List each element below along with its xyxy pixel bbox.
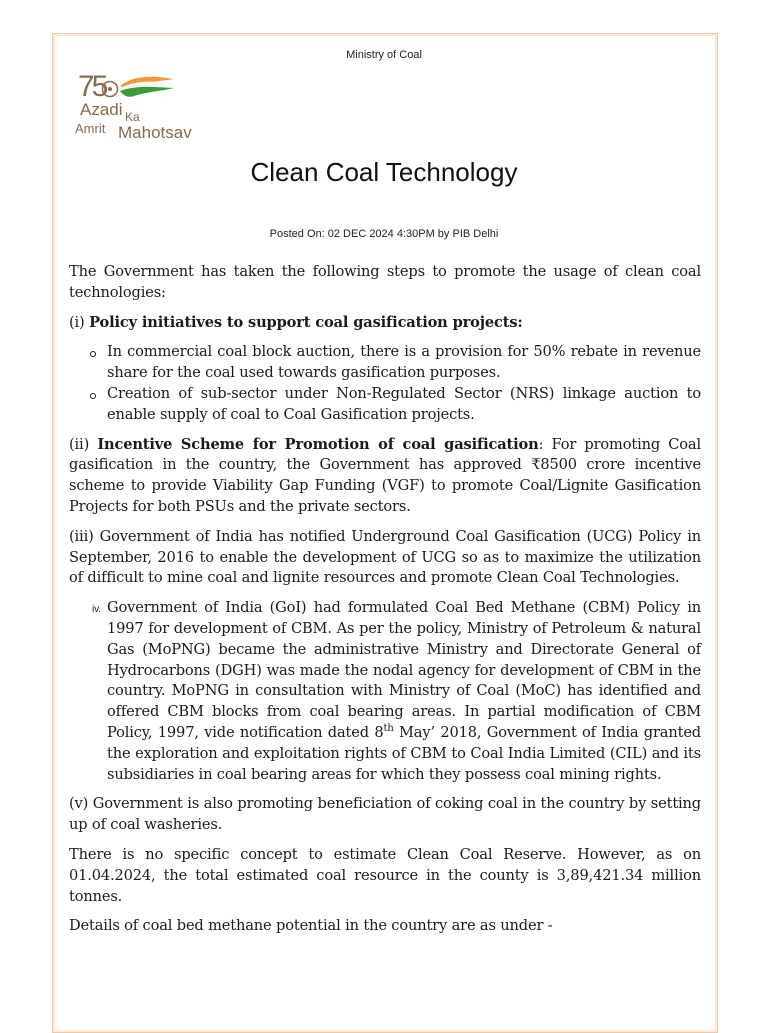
section-1-label: (i) — [69, 313, 85, 331]
section-1-list — [69, 342, 701, 425]
page-title: Clean Coal Technology — [250, 157, 518, 187]
logo-azadi: Azadi — [80, 100, 123, 119]
intro-paragraph: The Government has taken the following steps to promote the usage of clean coal technologies: — [69, 263, 701, 301]
reserve-paragraph: There is no specific concept to estimate Clean Coal Reserve. However, as on 01.04.2024, the total estimated coal resource in the county is 3,89,421.34 million tonnes. — [69, 845, 701, 905]
details-paragraph: Details of coal bed methane potential in the country are as under - — [69, 917, 553, 935]
section-4-text-after: May’ 2018, Government of India granted the exploration and exploitation rights of CBM to Coal India Limited (CIL) and its subsidiaries in coal bearing areas for which they possess coal mining rights. — [107, 723, 702, 783]
posted-date: Posted On: 02 DEC 2024 4:30PM by PIB Delhi — [269, 228, 499, 240]
section-2-text: : For promoting Coal gasification in the country, the Government has approved ₹8500 crore incentive scheme to provide Viability Gap Funding (VGF) to promote Coal/Lignite Gasification Projects for both PSUs and the private sectors. — [69, 435, 701, 515]
section-1-title: Policy initiatives to support coal gasification projects: — [89, 313, 523, 331]
section-4-numeral: iv. — [92, 604, 101, 616]
section-4-text-before: Government of India (GoI) had formulated Coal Bed Methane (CBM) Policy in 1997 for development of CBM. As per the policy, Ministry of Petroleum & natural Gas (MoPNG) became the administrative Ministry and Directorate General of Hydrocarbons (DGH) was made the nodal agency for development of CBM in the country. MoPNG in consultation with Ministry of Coal (MoC) has identified and offered CBM blocks from coal bearing areas. In partial modification of CBM Policy, 1997, vide notification dated 8 — [107, 599, 701, 741]
logo-75: 75 — [78, 70, 106, 103]
section-2-paragraph — [69, 435, 701, 518]
list-item: In commercial coal block auction, there is a provision for 50% rebate in revenue share for the coal used towards gasification purposes. — [107, 342, 701, 384]
logo-amrit: Amrit — [75, 121, 106, 136]
logo-mahotsav: Mahotsav — [118, 123, 192, 142]
section-3-paragraph: (iii) Government of India has notified Underground Coal Gasification (UCG) Policy in September, 2016 to enable the development of UCG so as to maximize the utilization of difficult to mine coal and lignite resources and promote Clean Coal Technologies. — [69, 527, 701, 587]
section-1-heading — [69, 313, 701, 334]
logo-ka: Ka — [125, 110, 140, 124]
section-2-title: Incentive Scheme for Promotion of coal gasification — [97, 435, 539, 453]
azadi-ka-amrit-mahotsav-logo — [74, 66, 214, 146]
section-2-label: (ii) — [69, 435, 90, 453]
list-item: Creation of sub-sector under Non-Regulated Sector (NRS) linkage auction to enable supply of coal to Coal Gasification projects. — [107, 384, 701, 426]
chakra-hub — [108, 87, 112, 91]
article-body — [69, 262, 701, 946]
section-4-item — [69, 598, 701, 785]
section-4-superscript: th — [383, 723, 394, 735]
section-5-paragraph: (v) Government is also promoting beneficiation of coking coal in the country by setting up of coal washeries. — [69, 795, 701, 834]
ministry-name: Ministry of Coal — [346, 49, 422, 61]
